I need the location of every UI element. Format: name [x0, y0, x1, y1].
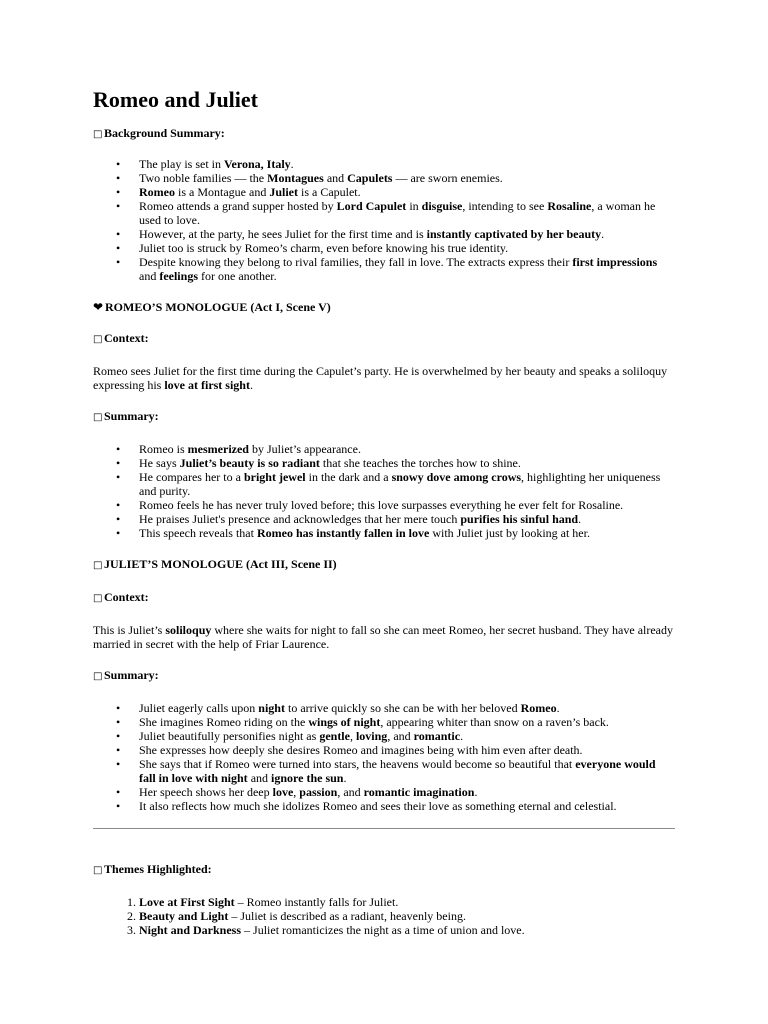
bold-text: romantic imagination — [363, 785, 475, 799]
list-item — [139, 701, 675, 715]
text-run: Romeo feels he has never truly loved before; this love surpasses everything he ever felt for Rosaline. — [139, 498, 624, 512]
text-run: , appearing whiter than snow on a raven’s back. — [380, 715, 609, 729]
list-item — [139, 729, 675, 743]
romeo-heading-text: ROMEO’S MONOLOGUE (Act I, Scene V) — [105, 300, 331, 314]
text-run: in — [406, 199, 422, 213]
text-run: . — [578, 512, 582, 526]
bold-text: love — [272, 785, 294, 799]
background-heading — [93, 126, 675, 142]
text-run: He compares her to a — [139, 470, 244, 484]
bold-text: gentle — [319, 729, 350, 743]
juliet-context-heading — [93, 590, 675, 606]
text-run: for one another. — [198, 269, 277, 283]
romeo-context-heading-text: Context: — [104, 331, 149, 345]
romeo-context-heading — [93, 331, 675, 347]
empty-box-icon: □ — [93, 129, 103, 140]
text-run: – Romeo instantly falls for Juliet. — [234, 895, 399, 909]
text-run: Juliet beautifully personifies night as — [139, 729, 320, 743]
text-run: that she teaches the torches how to shine. — [319, 456, 521, 470]
list-item — [139, 715, 675, 729]
text-run: . — [601, 227, 605, 241]
text-run: by Juliet’s appearance. — [248, 442, 361, 456]
text-run: in the dark and a — [305, 470, 392, 484]
bold-text: passion — [299, 785, 338, 799]
text-run: Romeo sees Juliet for the first time during the Capulet’s party. He is overwhelmed by her beauty and speaks a soliloquy expressing his — [93, 364, 668, 392]
text-run: He says — [139, 456, 180, 470]
bold-text: Verona, Italy — [223, 157, 291, 171]
text-run: , a woman he used to love. — [139, 199, 656, 227]
list-item — [139, 255, 675, 283]
romeo-summary-heading — [93, 409, 675, 425]
text-run: . — [343, 771, 347, 785]
bold-text: Juliet’s beauty is so radiant — [179, 456, 320, 470]
text-run: She says that if Romeo were turned into stars, the heavens would become so beautiful that — [139, 757, 576, 771]
list-item — [139, 799, 675, 813]
text-run: Despite knowing they belong to rival families, they fall in love. The extracts express their — [139, 255, 573, 269]
list-item — [139, 442, 675, 456]
list-item — [139, 241, 675, 255]
juliet-heading — [93, 557, 675, 573]
text-run: is a Montague and — [175, 185, 270, 199]
list-item — [139, 171, 675, 185]
text-run: — are sworn enemies. — [392, 171, 503, 185]
list-item — [139, 785, 675, 799]
empty-box-icon: □ — [93, 671, 103, 682]
bold-text: disguise — [421, 199, 463, 213]
list-item — [139, 526, 675, 540]
background-list — [93, 157, 675, 283]
bold-text: first impressions — [572, 255, 658, 269]
document-page — [93, 86, 675, 937]
romeo-summary-list — [93, 442, 675, 540]
bold-text: love at first sight — [164, 378, 250, 392]
bold-text: ignore the sun — [271, 771, 344, 785]
list-item — [139, 923, 675, 937]
text-run: Two noble families — the — [139, 171, 268, 185]
text-run: Romeo attends a grand supper hosted by — [139, 199, 337, 213]
empty-box-icon: □ — [93, 560, 103, 571]
bold-text: Lord Capulet — [336, 199, 407, 213]
text-run: . — [556, 701, 560, 715]
text-run: This is Juliet’s — [93, 623, 166, 637]
empty-box-icon: □ — [93, 865, 103, 876]
bold-text: feelings — [159, 269, 198, 283]
bold-text: Romeo — [520, 701, 557, 715]
text-run: She expresses how deeply she desires Romeo and imagines being with him even after death. — [139, 743, 583, 757]
page-title: Romeo and Juliet — [93, 87, 258, 112]
text-run: – Juliet romanticizes the night as a time of union and love. — [241, 923, 525, 937]
empty-box-icon: □ — [93, 334, 103, 345]
juliet-summary-heading — [93, 668, 675, 684]
list-item — [139, 157, 675, 171]
romeo-summary-heading-text: Summary: — [104, 409, 159, 423]
romeo-heading — [93, 300, 675, 314]
text-run: , highlighting her uniqueness and purity. — [139, 470, 661, 498]
bold-text: Rosaline — [547, 199, 592, 213]
text-run: and — [323, 171, 348, 185]
empty-box-icon: □ — [93, 593, 103, 604]
list-item — [139, 743, 675, 757]
list-item — [139, 199, 675, 227]
list-item — [139, 512, 675, 526]
text-run: to arrive quickly so she can be with her beloved — [284, 701, 521, 715]
text-run: . — [474, 785, 478, 799]
list-item — [139, 185, 675, 199]
text-run: It also reflects how much she idolizes Romeo and sees their love as something eternal and celestial. — [139, 799, 617, 813]
bold-text: soliloquy — [165, 623, 212, 637]
list-item — [139, 498, 675, 512]
text-run: , — [349, 729, 356, 743]
list-item — [139, 227, 675, 241]
bold-text: purifies his sinful hand — [460, 512, 579, 526]
bold-text: Romeo has instantly fallen in love — [256, 526, 430, 540]
bold-text: loving — [355, 729, 388, 743]
juliet-heading-text: JULIET’S MONOLOGUE (Act III, Scene II) — [104, 557, 337, 571]
text-run: , and — [337, 785, 364, 799]
list-item — [139, 470, 675, 498]
bold-text: snowy dove among crows — [391, 470, 522, 484]
juliet-context-paragraph — [93, 623, 675, 651]
bold-text: everyone would fall in love with night — [139, 757, 656, 785]
text-run: , and — [387, 729, 414, 743]
text-run: This speech reveals that — [139, 526, 257, 540]
bold-text: instantly captivated by her beauty — [426, 227, 602, 241]
bold-text: Capulets — [347, 171, 393, 185]
text-run: Juliet too is struck by Romeo’s charm, even before knowing his true identity. — [139, 241, 509, 255]
list-item — [139, 895, 675, 909]
themes-heading — [93, 862, 675, 878]
text-run: However, at the party, he sees Juliet for the first time and is — [139, 227, 427, 241]
empty-box-icon: □ — [93, 412, 103, 423]
background-heading-text: Background Summary: — [104, 126, 225, 140]
bold-text: Juliet — [269, 185, 298, 199]
bold-text: romantic — [413, 729, 461, 743]
heart-icon: ❤ — [93, 300, 104, 314]
juliet-summary-heading-text: Summary: — [104, 668, 159, 682]
text-run: She imagines Romeo riding on the — [139, 715, 309, 729]
list-item — [139, 456, 675, 470]
text-run: Her speech shows her deep — [139, 785, 273, 799]
bold-text: Night and Darkness — [139, 923, 242, 937]
text-run: and — [139, 269, 160, 283]
juliet-context-heading-text: Context: — [104, 590, 149, 604]
bold-text: Romeo — [139, 185, 175, 199]
bold-text: Beauty and Light — [139, 909, 229, 923]
text-run: . — [249, 378, 253, 392]
text-run: . — [290, 157, 294, 171]
themes-list — [93, 895, 675, 937]
romeo-context-paragraph — [93, 364, 675, 392]
juliet-summary-list — [93, 701, 675, 813]
text-run: , intending to see — [462, 199, 548, 213]
text-run: with Juliet just by looking at her. — [429, 526, 590, 540]
text-run: The play is set in — [139, 157, 224, 171]
text-run: and — [247, 771, 272, 785]
bold-text: night — [258, 701, 285, 715]
bold-text: wings of night — [308, 715, 381, 729]
bold-text: bright jewel — [243, 470, 306, 484]
bold-text: Montagues — [267, 171, 324, 185]
text-run: He praises Juliet's presence and acknowledges that her mere touch — [139, 512, 461, 526]
text-run: , — [293, 785, 300, 799]
list-item — [139, 757, 675, 785]
text-run: – Juliet is described as a radiant, heavenly being. — [228, 909, 466, 923]
text-run: . — [460, 729, 464, 743]
text-run: where she waits for night to fall so she can meet Romeo, her secret husband. They have already married in secret with the help of Friar Laurence. — [93, 623, 673, 651]
list-item — [139, 909, 675, 923]
text-run: is a Capulet. — [297, 185, 361, 199]
bold-text: Love at First Sight — [139, 895, 235, 909]
themes-heading-text: Themes Highlighted: — [104, 862, 212, 876]
text-run: Romeo is — [139, 442, 188, 456]
text-run: Juliet eagerly calls upon — [139, 701, 259, 715]
bold-text: mesmerized — [187, 442, 249, 456]
